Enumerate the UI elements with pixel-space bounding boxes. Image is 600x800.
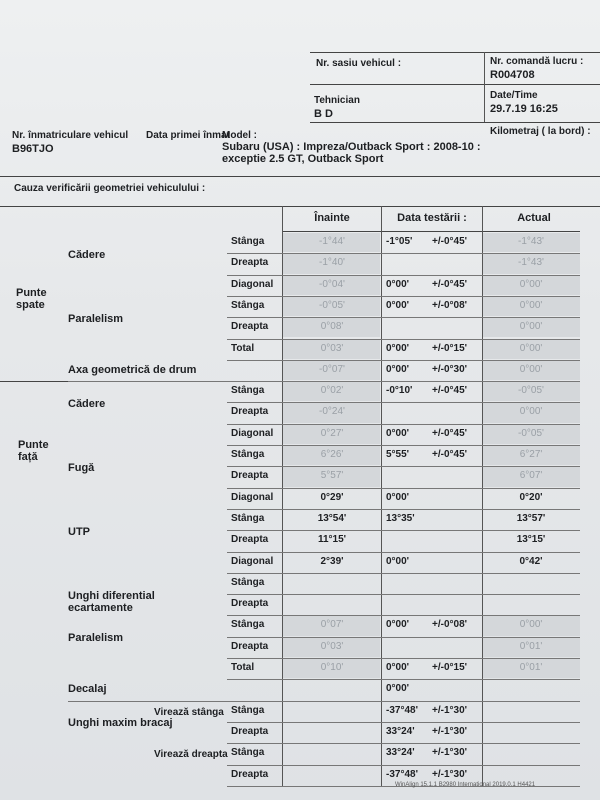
spec-value: -37°48' [386, 768, 418, 780]
section-rule [0, 176, 600, 177]
row-side-label: Stânga [231, 236, 265, 247]
spec-tolerance: +/-1°30' [432, 704, 468, 716]
row-section-label: Cădere [68, 397, 106, 410]
row-rule [227, 679, 580, 680]
row-side-label: Dreapta [231, 725, 269, 737]
actual-value: 0°00' [519, 406, 543, 418]
row-rule [227, 509, 580, 510]
row-side-label: Stânga [231, 449, 265, 460]
row-side-label: Stânga [231, 619, 265, 631]
before-value: 13°54' [317, 512, 347, 524]
row-rule [227, 722, 580, 723]
before-value: 5°57' [320, 470, 344, 482]
model-label: Model : [222, 130, 257, 141]
row-side-label: Dreapta [231, 257, 269, 269]
actual-value: 0°00' [519, 619, 543, 631]
datetime-label: Date/Time [490, 90, 538, 101]
technician-value: B D [314, 108, 333, 120]
row-section-label: Axa geometrică de drum [68, 363, 197, 376]
vin-label: Nr. sasiu vehicul : [316, 58, 402, 69]
row-rule [227, 765, 580, 766]
software-footer: WinAlign 15.1.1 B2980 International 2019.0.1 H4421 [395, 782, 536, 788]
row-section-label: UTP [68, 525, 90, 538]
actual-value: 0°00' [519, 342, 543, 354]
spec-tolerance: +/-1°30' [432, 768, 468, 780]
before-value: -0°05' [319, 299, 345, 311]
before-value: -0°04' [319, 278, 345, 290]
spec-value: -37°48' [386, 704, 418, 716]
actual-value: 0°00' [519, 299, 543, 311]
spec-value: 0°00' [386, 683, 410, 695]
row-side-label: Stânga [231, 512, 265, 524]
spec-value: 13°35' [386, 512, 415, 524]
actual-value: -0°05' [518, 427, 544, 439]
before-value: 0°03' [320, 640, 344, 652]
before-value: 2°39' [320, 555, 344, 567]
spec-tolerance: +/-1°30' [432, 747, 468, 759]
reason-label: Cauza verificării geometriei vehiculului : [14, 183, 206, 194]
before-value: 0°07' [320, 619, 344, 631]
row-side-label: Stânga [231, 576, 265, 588]
spec-value: 33°24' [386, 747, 415, 759]
before-value: -0°07' [319, 363, 345, 375]
row-side-label: Diagonal [231, 491, 274, 503]
header-rule [310, 122, 600, 123]
col-header-actual: Actual [517, 212, 551, 224]
mileage-label: Kilometraj ( la bord) : [490, 126, 591, 137]
row-side-label: Diagonal [231, 555, 274, 567]
header-rule [310, 84, 600, 85]
spec-tolerance: +/-0°30' [432, 363, 468, 375]
row-sub-label: Virează stânga [154, 706, 224, 718]
group-label-front: Punte față [18, 438, 49, 463]
spec-value: 0°00' [386, 342, 410, 354]
row-side-label: Stânga [231, 747, 265, 759]
row-side-label: Stânga [231, 299, 265, 311]
row-side-label: Dreapta [231, 768, 269, 780]
actual-value: 0°00' [519, 278, 543, 290]
before-value: 0°03' [320, 342, 344, 354]
model-value-line1: Subaru (USA) : Impreza/Outback Sport : 2008-10 : [222, 141, 481, 153]
row-side-label: Stânga [231, 704, 265, 716]
col-header-before: Înainte [314, 212, 350, 224]
col-line [381, 206, 382, 786]
row-side-label: Dreapta [231, 321, 269, 333]
row-side-label: Dreapta [231, 598, 269, 610]
spec-tolerance: +/-0°15' [432, 342, 468, 354]
datetime-value: 29.7.19 16:25 [490, 103, 558, 115]
before-value: 6°26' [320, 449, 344, 460]
actual-value: 0°00' [519, 363, 543, 375]
spec-value: 0°00' [386, 363, 410, 375]
spec-value: 0°00' [386, 278, 410, 290]
row-side-label: Dreapta [231, 640, 269, 652]
actual-value: 6°07' [519, 470, 543, 482]
spec-value: 0°00' [386, 427, 410, 439]
row-side-label: Diagonal [231, 427, 274, 439]
row-section-label: Paralelism [68, 632, 124, 645]
spec-tolerance: +/-0°45' [432, 427, 468, 439]
actual-value: -0°05' [518, 385, 544, 397]
spec-tolerance: +/-0°08' [432, 619, 468, 631]
row-rule [227, 552, 580, 553]
row-rule [227, 743, 580, 744]
actual-value: 0°42' [519, 555, 543, 567]
before-value: 0°27' [320, 427, 344, 439]
spec-tolerance: +/-0°08' [432, 299, 468, 311]
row-side-label: Stânga [231, 385, 265, 397]
header-rule [310, 52, 600, 53]
row-side-label: Diagonal [231, 278, 274, 290]
technician-label: Tehnician [314, 95, 360, 106]
spec-tolerance: +/-1°30' [432, 725, 468, 737]
spec-tolerance: +/-0°45' [432, 236, 468, 247]
before-value: 0°29' [320, 491, 344, 503]
spec-value: -1°05' [386, 236, 413, 247]
header-divider [484, 52, 485, 122]
actual-value: -1°43' [518, 236, 544, 247]
before-value: -1°40' [319, 257, 345, 269]
row-section-label: Cădere [68, 248, 106, 261]
before-value: 0°02' [320, 385, 344, 397]
row-section-label: Decalaj [68, 683, 107, 696]
row-rule [68, 701, 580, 702]
actual-value: -1°43' [518, 257, 544, 269]
actual-value: 13°15' [516, 534, 546, 546]
spec-value: 0°00' [386, 299, 410, 311]
col-header-spec: Data testării : [397, 212, 467, 224]
row-section-label: Paralelism [68, 312, 124, 325]
before-value: -0°24' [319, 406, 345, 418]
spec-tolerance: +/-0°45' [432, 278, 468, 290]
row-section-label: Unghi diferential ecartamente [68, 589, 155, 614]
before-value: -1°44' [319, 236, 345, 247]
before-value: 0°08' [320, 321, 344, 333]
row-rule [227, 488, 580, 489]
actual-value: 0°20' [519, 491, 543, 503]
spec-tolerance: +/-0°45' [432, 385, 468, 397]
row-rule [227, 594, 580, 595]
row-sub-label: Virează dreapta [154, 749, 228, 761]
spec-tolerance: +/-0°45' [432, 449, 468, 460]
section-rule [0, 206, 600, 207]
order-value: R004708 [490, 69, 535, 81]
actual-value: 6°27' [519, 449, 543, 460]
row-rule [227, 573, 580, 574]
actual-value: 0°00' [519, 321, 543, 333]
spec-value: 33°24' [386, 725, 415, 737]
group-label-rear: Punte spate [16, 287, 47, 312]
row-section-label: Fugă [68, 461, 95, 474]
table-header-rule [282, 231, 580, 232]
spec-value: -0°10' [386, 385, 413, 397]
actual-value: 0°01' [519, 640, 543, 652]
spec-value: 0°00' [386, 491, 410, 503]
plate-value: B96TJO [12, 143, 54, 155]
spec-value: 0°00' [386, 555, 410, 567]
spec-value: 0°00' [386, 662, 410, 673]
row-rule [227, 530, 580, 531]
row-side-label: Dreapta [231, 534, 269, 546]
row-side-label: Total [231, 342, 255, 354]
first-registration-label: Data primei înmat [146, 130, 230, 141]
row-side-label: Total [231, 662, 255, 673]
plate-label: Nr. înmatriculare vehicul [12, 130, 129, 141]
before-value: 11°15' [317, 534, 347, 546]
spec-value: 0°00' [386, 619, 410, 631]
model-value-line2: exceptie 2.5 GT, Outback Sport [222, 153, 384, 165]
row-side-label: Dreapta [231, 406, 269, 418]
actual-value: 13°57' [516, 512, 546, 524]
spec-tolerance: +/-0°15' [432, 662, 468, 673]
spec-value: 5°55' [386, 449, 410, 460]
before-value: 0°10' [320, 662, 344, 673]
row-side-label: Dreapta [231, 470, 269, 482]
order-label: Nr. comandă lucru : [490, 56, 584, 67]
actual-value: 0°01' [519, 662, 543, 673]
row-section-label: Unghi maxim bracaj [68, 717, 173, 730]
